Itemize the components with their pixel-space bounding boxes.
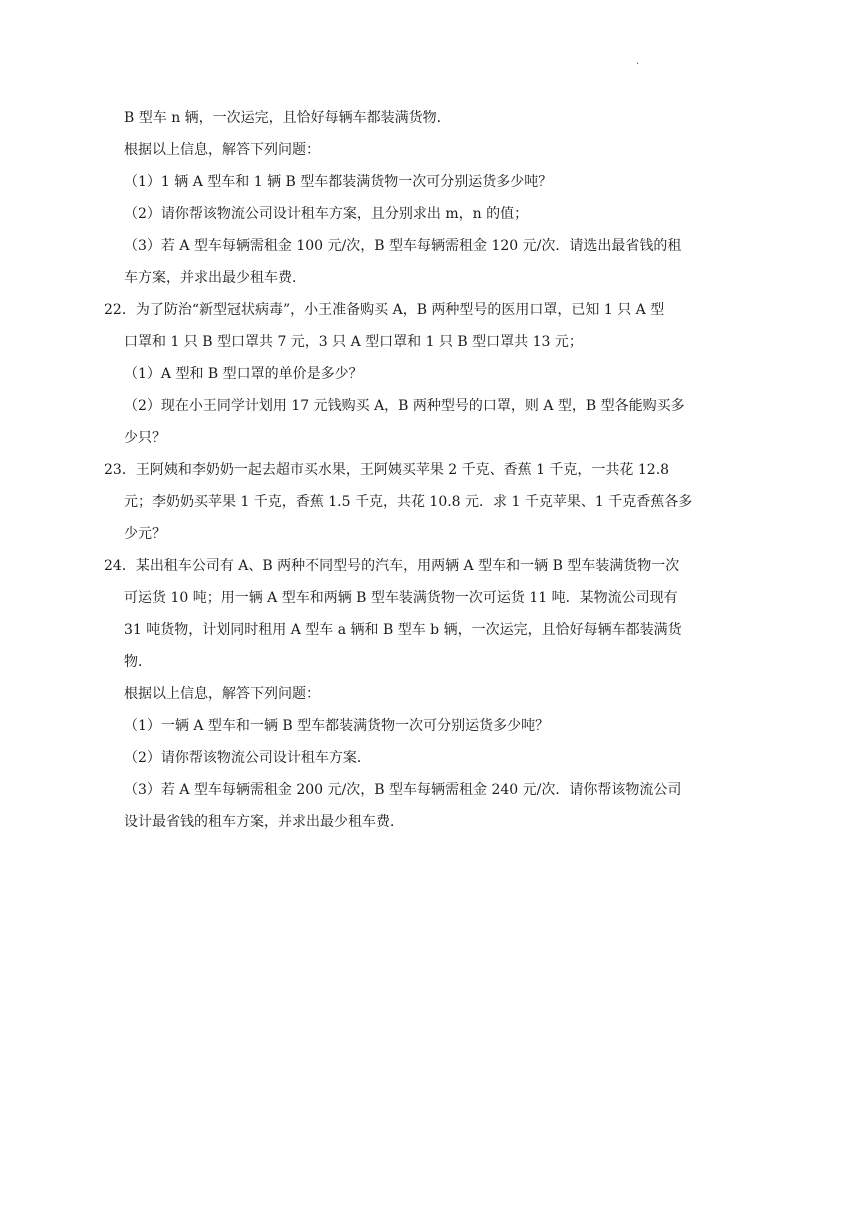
q24-intro: 根据以上信息，解答下列问题： [124,686,320,702]
header-mark: . [636,56,640,67]
question-24 [104,550,736,838]
q22-sub1: （1）A 型和 B 型口罩的单价是多少？ [124,366,363,382]
document-body [104,102,736,838]
q21-sub3-line1: （3）若 A 型车每辆需租金 100 元/次，B 型车每辆需租金 120 元/次．请选出最省钱的租 [124,238,682,254]
q24-sub2: （2）请你帮该物流公司设计租车方案． [124,750,371,766]
q24-line2: 可运货 10 吨；用一辆 A 型车和两辆 B 型车装满货物一次可运货 11 吨．某物流公司现有 [124,590,678,606]
q22-sub2-line2: 少只？ [124,430,166,446]
question-23 [104,454,736,550]
q24-line3: 31 吨货物，计划同时租用 A 型车 a 辆和 B 型车 b 辆，一次运完，且恰好每辆车都装满货 [124,622,682,638]
q21-intro: 根据以上信息，解答下列问题： [124,142,320,158]
q21-sub1: （1）1 辆 A 型车和 1 辆 B 型车都装满货物一次可分别运货多少吨？ [124,174,553,190]
question-21-continued [124,102,736,294]
q24-line1: 24．某出租车公司有 A、B 两种不同型号的汽车，用两辆 A 型车和一辆 B 型车装满货物一次 [104,558,680,574]
question-22 [104,294,736,454]
q23-line2: 元；李奶奶买苹果 1 千克，香蕉 1.5 千克，共花 10.8 元．求 1 千克苹果、1 千克香蕉各多 [124,494,693,510]
q23-line1: 23．王阿姨和李奶奶一起去超市买水果，王阿姨买苹果 2 千克、香蕉 1 千克，一共花 12.8 [104,462,670,478]
q21-sub2: （2）请你帮该物流公司设计租车方案，且分别求出 m，n 的值； [124,206,529,222]
q24-sub1: （1）一辆 A 型车和一辆 B 型车都装满货物一次可分别运货多少吨？ [124,718,550,734]
q21-continuation: B 型车 n 辆，一次运完，且恰好每辆车都装满货物． [124,110,451,126]
q24-line4: 物． [124,654,152,670]
q22-line1: 22．为了防治“新型冠状病毒”，小王准备购买 A，B 两种型号的医用口罩，已知 1 只 A 型 [104,302,665,318]
q24-sub3-line2: 设计最省钱的租车方案，并求出最少租车费． [124,814,404,830]
q22-sub2-line1: （2）现在小王同学计划用 17 元钱购买 A，B 两种型号的口罩，则 A 型，B 型各能购买多 [124,398,685,414]
q22-line2: 口罩和 1 只 B 型口罩共 7 元，3 只 A 型口罩和 1 只 B 型口罩共 13 元； [124,334,583,350]
q21-sub3-line2: 车方案，并求出最少租车费． [124,270,306,286]
q23-line3: 少元？ [124,526,166,542]
q24-sub3-line1: （3）若 A 型车每辆需租金 200 元/次，B 型车每辆需租金 240 元/次．请你帮该物流公司 [124,782,682,798]
